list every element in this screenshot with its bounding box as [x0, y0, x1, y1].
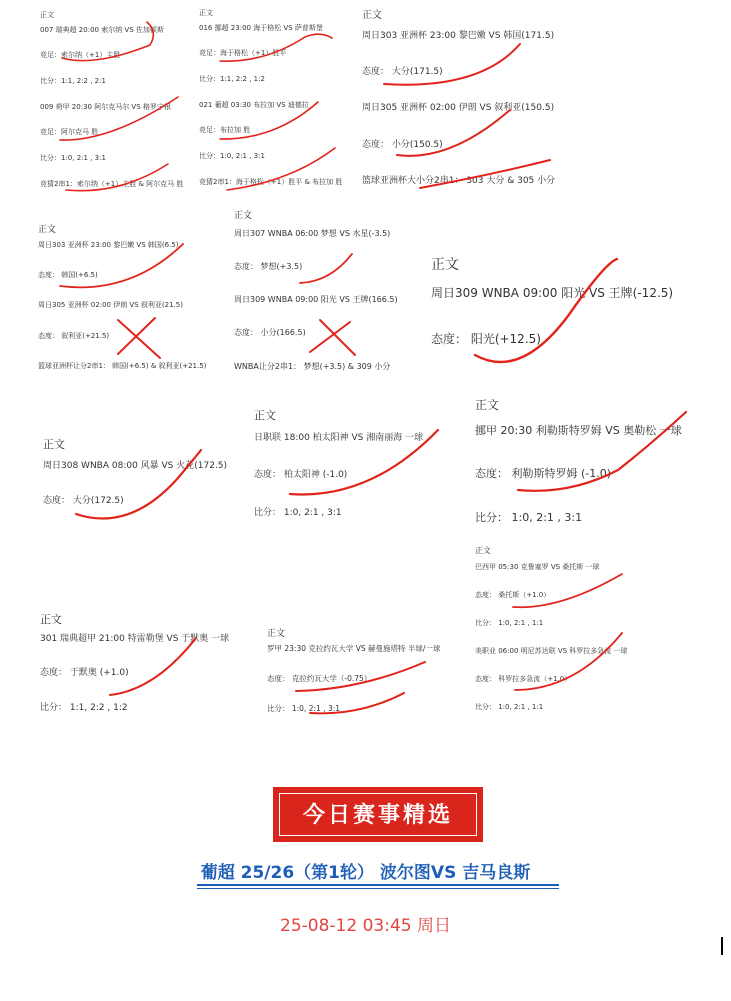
pick-line: 竞足：海于格松（+1）胜平 — [199, 49, 287, 57]
score-line: 比分：1:1, 2:2 , 1:2 — [199, 75, 265, 83]
match-line: 巴西甲 05:30 克鲁塞罗 VS 桑托斯 一球 — [475, 563, 600, 571]
pick-card-4 — [38, 222, 228, 372]
match-line: 周日305 亚洲杯 02:00 伊朗 VS 叙利亚(21.5) — [38, 301, 183, 309]
pick-line: 态度： 韩国(+6.5) — [38, 271, 98, 279]
score-line: 比分：1:0, 2:1 , 3:1 — [199, 152, 265, 160]
card-heading: 正文 — [475, 398, 500, 412]
match-line: 周日308 WNBA 08:00 风暴 VS 火花(172.5) — [43, 461, 228, 471]
parlay-line: 篮球亚洲杯大小分2串1： 303 大分 & 305 小分 — [362, 176, 556, 186]
match-line: 周日305 亚洲杯 02:00 伊朗 VS 叙利亚(150.5) — [362, 103, 555, 113]
pick-line: 竞足：阿尔克马 胜 — [40, 128, 99, 136]
card-heading: 正文 — [362, 10, 382, 21]
banner-title: 今日赛事精选 — [279, 793, 477, 836]
match-line: 周日309 WNBA 09:00 阳光 VS 王牌(166.5) — [234, 295, 398, 304]
pick-card-9 — [475, 396, 725, 526]
card-heading: 正文 — [475, 546, 491, 555]
title-divider — [197, 884, 559, 886]
pick-line: 态度： 于默奥 (+1.0) — [40, 668, 129, 678]
pick-line: 态度： 大分(171.5) — [362, 67, 443, 77]
match-line: 周日309 WNBA 09:00 阳光 VS 王牌(-12.5) — [431, 286, 674, 300]
pick-line: 态度： 科罗拉多急流（+1.0） — [475, 675, 572, 683]
pick-line: 态度： 大分(172.5) — [43, 496, 124, 506]
match-line: 016 挪超 23:00 海于格松 VS 萨普斯堡 — [199, 24, 323, 32]
match-line: 301 瑞典超甲 21:00 特雷勒堡 VS 于默奥 一球 — [40, 634, 230, 644]
pick-card-5 — [234, 208, 424, 373]
pick-card-8 — [254, 407, 454, 517]
pick-card-3 — [362, 6, 602, 191]
score-line: 比分： 1:1, 2:2 , 1:2 — [40, 703, 128, 713]
card-heading: 正文 — [38, 225, 57, 235]
pick-line: 态度： 阳光(+12.5) — [431, 332, 541, 346]
card-heading: 正文 — [43, 438, 65, 451]
pick-line: 态度： 利勒斯特罗姆 (-1.0) — [475, 467, 612, 480]
parlay-line: 竞猜2串1：海于格松（+1）胜平 & 布拉加 胜 — [199, 178, 343, 186]
pick-card-1 — [40, 10, 200, 195]
parlay-line: 篮球亚洲杯让分2串1： 韩国(+6.5) & 叙利亚(+21.5) — [38, 362, 207, 370]
score-line: 比分： 1:0, 2:1 , 1:1 — [475, 619, 544, 627]
card-heading: 正文 — [254, 409, 276, 422]
featured-banner — [273, 787, 483, 842]
pick-line: 竞足：布拉加 胜 — [199, 126, 251, 134]
pick-line: 态度： 梦想(+3.5) — [234, 262, 303, 271]
pick-card-11 — [40, 611, 260, 711]
pick-card-12 — [267, 626, 477, 716]
card-heading: 正文 — [199, 9, 213, 17]
pick-line: 态度： 克拉约瓦大学（-0.75） — [267, 674, 372, 683]
score-line: 比分： 1:0, 2:1 , 3:1 — [254, 508, 342, 518]
pick-line: 态度： 桑托斯（+1.0） — [475, 591, 551, 599]
card-heading: 正文 — [234, 211, 253, 221]
card-heading: 正文 — [40, 613, 62, 626]
match-datetime: 25-08-12 03:45 周日 — [280, 916, 451, 936]
pick-line: 态度： 柏太阳神 (-1.0) — [254, 470, 348, 480]
match-line: 周日303 亚洲杯 23:00 黎巴嫩 VS 韩国(171.5) — [362, 31, 555, 41]
match-line: 009 荷甲 20:30 阿尔克马尔 VS 格罗宁根 — [40, 103, 171, 111]
pick-card-7 — [43, 436, 243, 516]
match-line: 罗甲 23:30 克拉约瓦大学 VS 赫曼施塔特 半球/一球 — [267, 644, 441, 653]
score-line: 比分： 1:0, 2:1 , 1:1 — [475, 703, 544, 711]
score-line: 比分： 1:0, 2:1 , 3:1 — [475, 511, 583, 524]
pick-line: 竞足：索尔纳（+1）主胜 — [40, 51, 121, 59]
match-line: 周日307 WNBA 06:00 梦想 VS 水星(-3.5) — [234, 229, 391, 238]
score-line: 比分：1:1, 2:2 , 2:1 — [40, 77, 106, 85]
pick-line: 态度： 小分(150.5) — [362, 140, 443, 150]
card-heading: 正文 — [40, 11, 54, 19]
pick-line: 态度： 小分(166.5) — [234, 328, 306, 337]
card-heading: 正文 — [431, 257, 459, 273]
card-heading: 正文 — [267, 629, 286, 639]
featured-match-title: 葡超 25/26（第1轮） 波尔图VS 吉马良斯 — [200, 863, 531, 883]
match-line: 挪甲 20:30 利勒斯特罗姆 VS 奥勒松 一球 — [475, 424, 682, 437]
match-line: 美职业 06:00 明尼苏达联 VS 科罗拉多急流 一球 — [475, 647, 628, 655]
score-line: 比分：1:0, 2:1 , 3:1 — [40, 154, 106, 162]
pick-line: 态度： 叙利亚(+21.5) — [38, 332, 110, 340]
pick-card-2 — [199, 8, 359, 193]
score-line: 比分： 1:0, 2:1 , 3:1 — [267, 704, 341, 713]
pick-card-6 — [431, 254, 691, 354]
match-line: 日职联 18:00 柏太阳神 VS 湘南丽海 一球 — [254, 433, 424, 443]
text-cursor — [721, 937, 723, 955]
match-line: 周日303 亚洲杯 23:00 黎巴嫩 VS 韩国(6.5) — [38, 241, 179, 249]
match-line: 021 葡超 03:30 布拉加 VS 迪德拉 — [199, 101, 309, 109]
title-divider — [197, 888, 559, 889]
parlay-line: 竞猜2串1：索尔纳（+1）主胜 & 阿尔克马 胜 — [40, 180, 184, 188]
pick-card-10 — [475, 545, 695, 715]
parlay-line: WNBA让分2串1： 梦想(+3.5) & 309 小分 — [234, 362, 391, 371]
match-line: 007 瑞典超 20:00 索尔纳 VS 佐加顿斯 — [40, 26, 164, 34]
